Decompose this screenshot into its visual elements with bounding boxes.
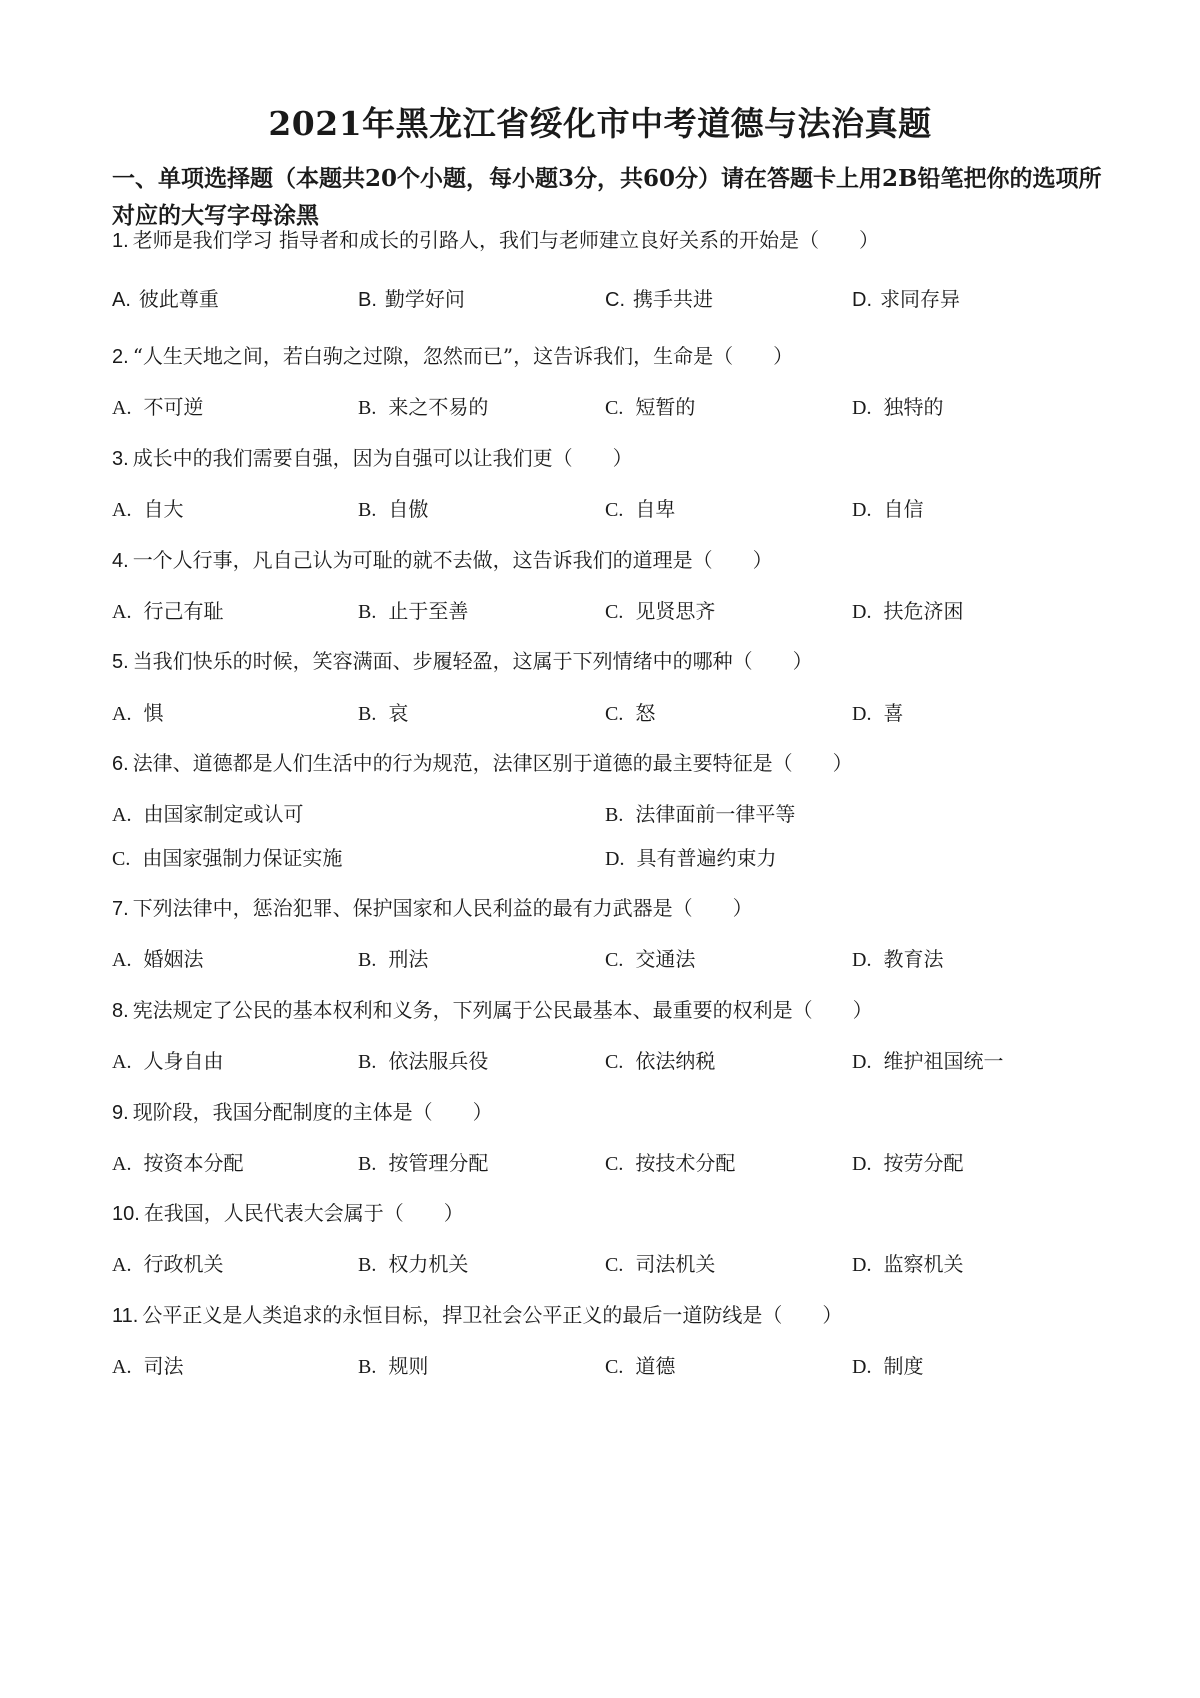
question-number: 11. [112,1305,139,1327]
question-3-options [112,496,1102,522]
section-heading: 一、单项选择题（本题共20个小题，每小题3分，共60分）请在答题卡上用2B铅笔把你的选项所对应的大写字母涂黑 [112,165,1102,229]
option-b: B. 规则 [358,1354,429,1378]
option-a: A. 由国家制定或认可 [112,802,304,826]
question-text: 老师是我们学习 指导者和成长的引路人，我们与老师建立良好关系的开始是（ ） [132,228,880,252]
option-b: B. 法律面前一律平等 [605,802,796,826]
option-c: C. 怒 [605,701,656,725]
option-c: C. 道德 [605,1354,676,1378]
question-7-options [112,946,1102,972]
option-d: D. 独特的 [852,395,944,419]
option-c: C. 交通法 [605,947,696,971]
question-6-stem [112,750,1102,777]
question-text: 现阶段，我国分配制度的主体是（ ） [132,1100,493,1124]
option-a: A. 按资本分配 [112,1151,244,1175]
question-number: 4. [112,550,129,572]
option-a: A. 自大 [112,497,184,521]
option-a: A. 行政机关 [112,1252,224,1276]
question-10-options [112,1251,1102,1277]
question-number: 3. [112,448,129,470]
option-b: B. 来之不易的 [358,395,489,419]
question-text: “人生天地之间，若白驹之过隙，忽然而已”，这告诉我们，生命是（ ） [132,344,794,368]
option-a: A. 彼此尊重 [112,287,219,311]
question-10-stem [112,1200,1102,1227]
option-a: A. 行己有耻 [112,599,224,623]
option-a: A. 惧 [112,701,164,725]
option-d: D. 按劳分配 [852,1151,964,1175]
option-b: B. 自傲 [358,497,429,521]
option-b: B. 哀 [358,701,409,725]
question-2-options [112,394,1102,420]
question-number: 2. [112,346,129,368]
option-c: C. 见贤思齐 [605,599,716,623]
question-number: 1. [112,230,129,252]
option-d: D. 喜 [852,701,904,725]
question-5-options [112,700,1102,726]
question-number: 9. [112,1102,129,1124]
option-d: D. 扶危济困 [852,599,964,623]
option-b: B. 依法服兵役 [358,1049,489,1073]
option-d: D. 制度 [852,1354,924,1378]
question-text: 下列法律中，惩治犯罪、保护国家和人民利益的最有力武器是（ ） [132,896,753,920]
question-1-options [112,286,1102,312]
question-number: 6. [112,753,129,775]
question-text: 当我们快乐的时候，笑容满面、步履轻盈，这属于下列情绪中的哪种（ ） [132,649,813,673]
option-c: C. 携手共进 [605,287,713,311]
page-title: 2021年黑龙江省绥化市中考道德与法治真题 [268,104,932,143]
option-d: D. 监察机关 [852,1252,964,1276]
question-text: 法律、道德都是人们生活中的行为规范，法律区别于道德的最主要特征是（ ） [132,751,853,775]
question-4-options [112,598,1102,624]
question-number: 10. [112,1203,140,1225]
question-6-options-row-1 [112,801,1102,827]
option-d: D. 求同存异 [852,287,960,311]
question-9-stem [112,1099,1102,1126]
option-a: A. 司法 [112,1354,184,1378]
option-c: C. 按技术分配 [605,1151,736,1175]
question-number: 5. [112,651,129,673]
question-text: 在我国，人民代表大会属于（ ） [143,1201,464,1225]
option-d: D. 教育法 [852,947,944,971]
question-11-stem [112,1302,1102,1329]
question-3-stem [112,445,1102,472]
option-d: D. 自信 [852,497,924,521]
question-11-options [112,1353,1102,1379]
question-5-stem [112,648,1102,675]
question-text: 公平正义是人类追求的永恒目标，捍卫社会公平正义的最后一道防线是（ ） [142,1303,843,1327]
question-8-options [112,1048,1102,1074]
question-1-stem [112,227,1102,254]
option-b: B. 按管理分配 [358,1151,489,1175]
question-9-options [112,1150,1102,1176]
question-4-stem [112,547,1102,574]
option-c: C. 短暂的 [605,395,696,419]
question-number: 7. [112,898,129,920]
question-text: 一个人行事，凡自己认为可耻的就不去做，这告诉我们的道理是（ ） [132,548,773,572]
option-d: D. 具有普遍约束力 [605,846,777,870]
question-7-stem [112,895,1102,922]
option-b: B. 勤学好问 [358,287,465,311]
option-c: C. 司法机关 [605,1252,716,1276]
option-b: B. 刑法 [358,947,429,971]
question-6-options-row-2 [112,845,1102,871]
question-text: 成长中的我们需要自强，因为自强可以让我们更（ ） [132,446,633,470]
option-c: C. 由国家强制力保证实施 [112,846,343,870]
option-b: B. 权力机关 [358,1252,469,1276]
option-b: B. 止于至善 [358,599,469,623]
option-a: A. 婚姻法 [112,947,204,971]
question-8-stem [112,997,1102,1024]
option-c: C. 依法纳税 [605,1049,716,1073]
question-text: 宪法规定了公民的基本权利和义务，下列属于公民最基本、最重要的权利是（ ） [132,998,873,1022]
question-number: 8. [112,1000,129,1022]
option-d: D. 维护祖国统一 [852,1049,1004,1073]
question-2-stem [112,343,1102,370]
option-c: C. 自卑 [605,497,676,521]
option-a: A. 人身自由 [112,1049,224,1073]
option-a: A. 不可逆 [112,395,204,419]
